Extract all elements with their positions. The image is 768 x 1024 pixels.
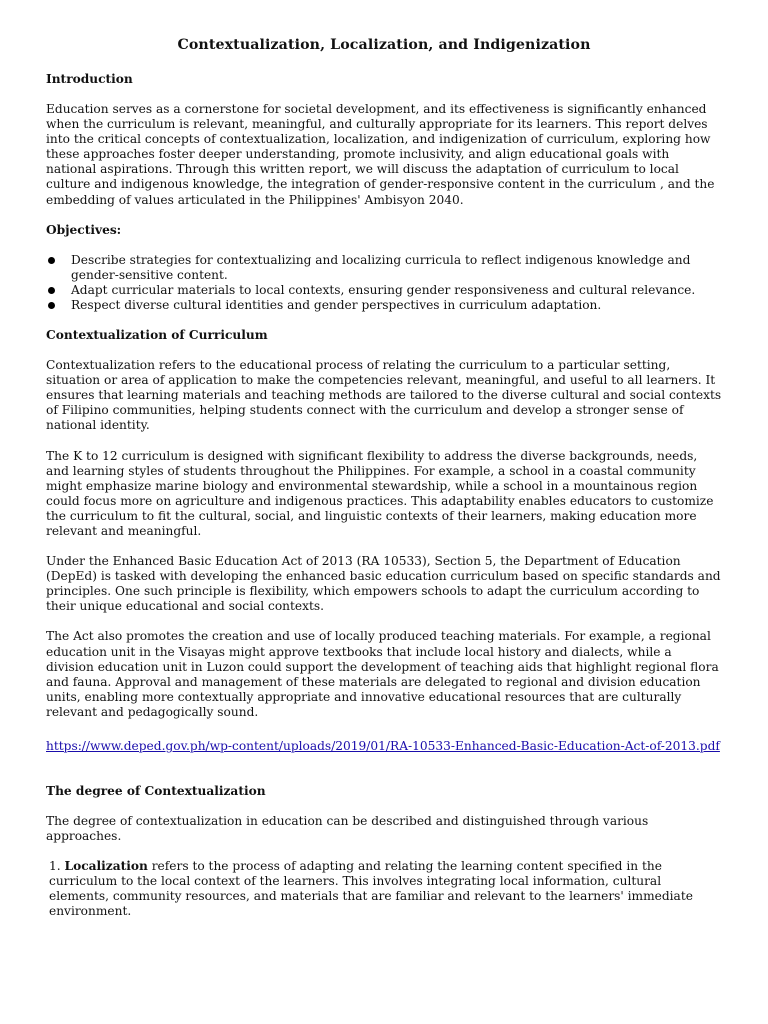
bullet-icon bbox=[48, 287, 55, 294]
objective-item bbox=[46, 253, 722, 283]
objectives-list bbox=[46, 253, 722, 313]
bullet-icon bbox=[48, 257, 55, 264]
contextualization-heading: Contextualization of Curriculum bbox=[46, 328, 268, 343]
contextualization-paragraph-2: The K to 12 curriculum is designed with significant flexibility to address the diverse backgrounds, needs, and learning styles of students throughout the Philippines. For example, a school in a coastal community might emphasize marine biology and environmental stewardship, while a school in a mountainous region could focus more on agriculture and indigenous practices. This adaptability enables educators to customize the curriculum to fit the cultural, social, and linguistic contexts of their learners, making education more relevant and meaningful. bbox=[46, 448, 714, 538]
introduction-heading: Introduction bbox=[46, 72, 133, 86]
contextualization-paragraph-1: Contextualization refers to the educational process of relating the curriculum to a particular setting, situation or area of application to make the competencies relevant, meaningful, and useful to all learners. It ensures that learning materials and teaching methods are tailored to the diverse cultural and social contexts of Filipino communities, helping students connect with the curriculum and develop a stronger sense of national identity. bbox=[46, 358, 722, 433]
contextualization-paragraph-3: Under the Enhanced Basic Education Act of 2013 (RA 10533), Section 5, the Department of Education (DepEd) is tasked with developing the enhanced basic education curriculum based on specific standards and principles. One such principle is flexibility, which empowers schools to adapt the curriculum according to their unique educational and social contexts. bbox=[46, 554, 721, 614]
introduction-paragraph: Education serves as a cornerstone for societal development, and its effectiveness is significantly enhanced when the curriculum is relevant, meaningful, and culturally appropriate for its learners. This report delves into the critical concepts of contextualization, localization, and indigenization of curriculum, exploring how these approaches foster deeper understanding, promote inclusivity, and align educational goals with national aspirations. Through this written report, we will discuss the adaptation of curriculum to local culture and indigenous knowledge, the integration of gender-responsive content in the curriculum , and the embedding of values articulated in the Philippines' Ambisyon 2040. bbox=[46, 102, 715, 207]
degree-heading: The degree of Contextualization bbox=[46, 784, 266, 798]
objective-item bbox=[46, 298, 722, 313]
document-title: Contextualization, Localization, and Indigenization bbox=[177, 37, 591, 53]
objective-item bbox=[46, 283, 722, 298]
localization-definition: refers to the process of adapting and relating the learning content specified in the curriculum to the local context of the learners. This involves integrating local information, cultural elements, community resources, and materials that are familiar and relevant to the learners' immediate environment. bbox=[49, 859, 693, 919]
bullet-icon bbox=[48, 302, 55, 309]
contextualization-paragraph-4: The Act also promotes the creation and use of locally produced teaching materials. For example, a regional education unit in the Visayas might approve textbooks that include local history and dialects, while a division education unit in Luzon could support the development of teaching aids that highlight regional flora and fauna. Approval and management of these materials are delegated to regional and division education units, enabling more contextually appropriate and innovative educational resources that are culturally relevant and pedagogically sound. bbox=[46, 629, 719, 719]
item-number: 1. bbox=[49, 859, 61, 874]
localization-term: Localization bbox=[64, 859, 148, 874]
objective-text: Adapt curricular materials to local contexts, ensuring gender responsiveness and cultural relevance. bbox=[71, 282, 696, 297]
reference-link-container bbox=[46, 735, 722, 754]
objectives-heading: Objectives: bbox=[46, 222, 122, 237]
degree-paragraph: The degree of contextualization in education can be described and distinguished through various approaches. bbox=[46, 814, 649, 844]
objective-text: Respect diverse cultural identities and gender perspectives in curriculum adaptation. bbox=[71, 297, 602, 312]
localization-item bbox=[46, 859, 722, 919]
ra-10533-link[interactable]: https://www.deped.gov.ph/wp-content/uploads/2019/01/RA-10533-Enhanced-Basic-Education-Act-of-2013.pdf bbox=[46, 739, 720, 753]
objective-text: Describe strategies for contextualizing and localizing curricula to reflect indigenous knowledge and gender-sensitive content. bbox=[71, 252, 691, 282]
